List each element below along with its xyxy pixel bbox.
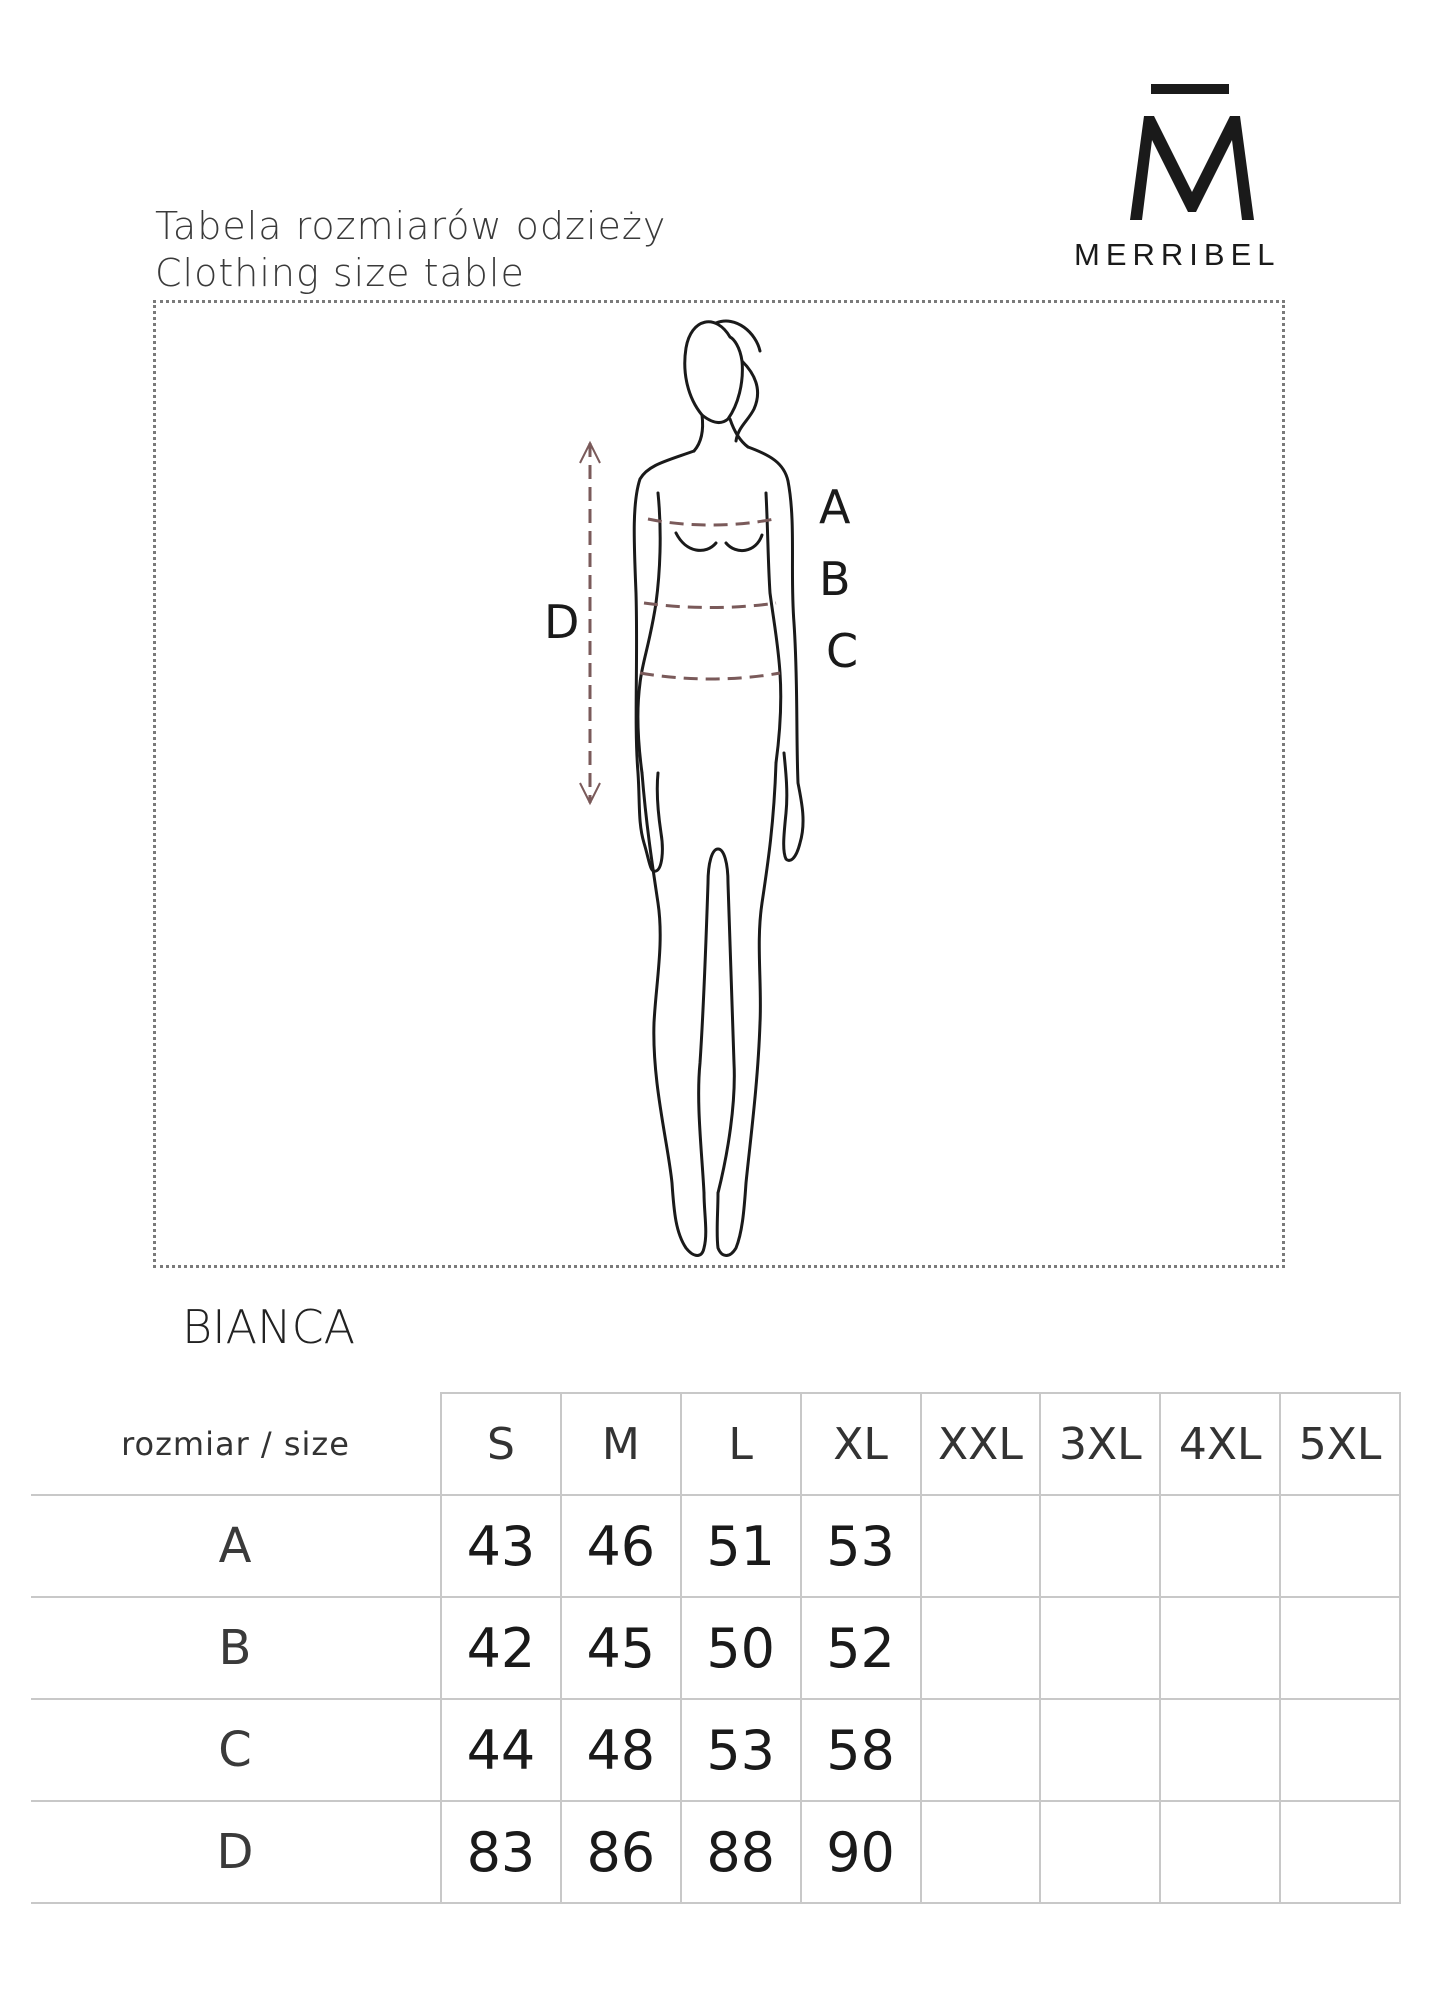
logo-macron <box>1151 84 1229 94</box>
size-header-cell: S <box>441 1393 561 1495</box>
label-c: C <box>826 624 859 678</box>
table-cell: 42 <box>441 1597 561 1699</box>
size-header-cell: 4XL <box>1160 1393 1280 1495</box>
body-figure <box>156 303 1282 1265</box>
size-header-cell: 5XL <box>1280 1393 1400 1495</box>
table-cell: 50 <box>681 1597 801 1699</box>
label-d: D <box>544 595 580 649</box>
size-header-cell: M <box>561 1393 681 1495</box>
table-row <box>31 1699 1400 1801</box>
table-cell: 52 <box>801 1597 921 1699</box>
size-header-cell: L <box>681 1393 801 1495</box>
table-row <box>31 1597 1400 1699</box>
table-cell: 53 <box>681 1699 801 1801</box>
table-cell: 46 <box>561 1495 681 1597</box>
table-cell <box>1160 1597 1280 1699</box>
table-cell: 58 <box>801 1699 921 1801</box>
table-cell <box>1160 1801 1280 1903</box>
table-cell: 86 <box>561 1801 681 1903</box>
table-cell <box>1040 1495 1160 1597</box>
title-english: Clothing size table <box>155 251 525 295</box>
table-row <box>31 1495 1400 1597</box>
row-label: C <box>31 1699 441 1801</box>
table-cell <box>1280 1597 1400 1699</box>
row-label: D <box>31 1801 441 1903</box>
brand-name: MERRIBEL <box>1074 237 1281 272</box>
table-cell <box>921 1801 1041 1903</box>
row-label: B <box>31 1597 441 1699</box>
table-cell <box>1040 1597 1160 1699</box>
logo-m-letter <box>1122 112 1262 222</box>
table-cell <box>1160 1699 1280 1801</box>
table-cell: 83 <box>441 1801 561 1903</box>
table-cell <box>921 1495 1041 1597</box>
table-cell <box>921 1597 1041 1699</box>
table-cell: 44 <box>441 1699 561 1801</box>
size-header-cell: XL <box>801 1393 921 1495</box>
size-header-row <box>31 1393 1400 1495</box>
table-cell <box>1280 1801 1400 1903</box>
body-diagram <box>153 300 1285 1268</box>
table-cell: 43 <box>441 1495 561 1597</box>
size-header-cell: XXL <box>921 1393 1041 1495</box>
brand-logo <box>1062 80 1302 280</box>
table-cell: 51 <box>681 1495 801 1597</box>
table-cell <box>1040 1699 1160 1801</box>
table-cell <box>1040 1801 1160 1903</box>
size-header-label: rozmiar / size <box>31 1393 441 1495</box>
page-title <box>155 203 666 297</box>
table-cell <box>921 1699 1041 1801</box>
table-cell <box>1280 1495 1400 1597</box>
table-row <box>31 1801 1400 1903</box>
label-b: B <box>819 552 851 606</box>
table-cell <box>1160 1495 1280 1597</box>
table-cell: 45 <box>561 1597 681 1699</box>
table-cell: 88 <box>681 1801 801 1903</box>
label-a: A <box>819 480 851 534</box>
table-cell: 48 <box>561 1699 681 1801</box>
title-polish: Tabela rozmiarów odzieży <box>155 204 667 248</box>
size-table <box>31 1392 1401 1904</box>
table-cell <box>1280 1699 1400 1801</box>
model-name: BIANCA <box>182 1300 356 1354</box>
size-header-cell: 3XL <box>1040 1393 1160 1495</box>
row-label: A <box>31 1495 441 1597</box>
table-cell: 53 <box>801 1495 921 1597</box>
table-cell: 90 <box>801 1801 921 1903</box>
